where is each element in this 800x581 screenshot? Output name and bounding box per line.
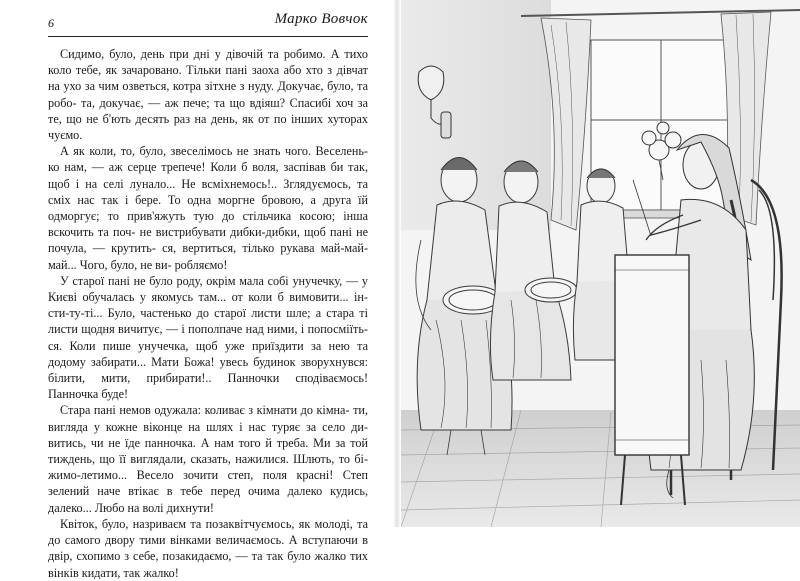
text-line: за чим озветься, котра зітхне з нуду. Докучає, було, та робо- — [48, 79, 368, 110]
illustration-sewing-girls — [401, 0, 800, 527]
text-line: ся. Коли пише унучечка, щоб уже приїздити за нею та додому — [48, 338, 368, 369]
text-line: робляємо! — [174, 257, 228, 272]
text-line: схопимо з себе, позакидаємо, — та так було жалко тих вінків — [48, 549, 369, 580]
paragraph — [48, 143, 368, 273]
page-number: 6 — [48, 16, 54, 30]
text-line: забирати... Мати Божа! увесь будинок зворухнувся: білити, — [48, 354, 368, 386]
left-page — [0, 0, 395, 580]
page-header — [48, 10, 368, 36]
running-title: Марко Вовчок — [274, 11, 368, 27]
text-line: У старої пані не було роду, окрім мала собі унучечку, — — [60, 273, 359, 288]
text-line: А як коли, то, було, звеселімось не знать чого. Веселень- — [60, 144, 368, 159]
book-gutter — [393, 0, 401, 527]
text-line: та, докучає, — аж пече; та що вдіяш? Спасибі хоч за те, що — [48, 95, 368, 126]
text-line: то прив'яжуть тую до стільчика косою; інша вскочить та поч- — [48, 209, 368, 240]
text-line: мити, прибирати!.. Панночки сподіваємось! Панночка буде! — [48, 371, 368, 402]
text-line: тиждень, що її виглядали, сказать, нажилися. Шлють, то бі- — [48, 452, 368, 467]
text-line: листи щодня вичитує, — і пополпаче над ними, і попосміїть- — [48, 322, 368, 337]
text-line: самого двору тими вінками величаємось. А вступаючи в двір, — [48, 533, 369, 564]
text-line: не б'ють десять раз на день, як от по інших хуторах чуємо. — [48, 111, 369, 143]
paragraph — [48, 273, 368, 403]
text-line: витись, чи не їде панночка. А нам того й треба. Ми за той — [48, 435, 368, 450]
paragraph — [48, 402, 368, 515]
text-line: наче втікає в тебе перед очима далеко кудись, далеко... Любо — [48, 484, 368, 515]
text-line: ко нам, — аж серце трепече! Коли б воля, заспівав би так, — [48, 160, 368, 175]
text-line: Стара пані немов одужала: коливає з кімнати до кімна- — [60, 403, 350, 418]
text-line: не вистрибувати дибки-дибки, щоб пані не почула, — крутить- — [48, 225, 368, 256]
text-line: ся, вертиться, тілько рукава май-май-май... Чого, було, не ви- — [48, 241, 369, 272]
text-line: на волі дихнути! — [127, 500, 214, 515]
body-text — [48, 46, 368, 581]
text-line: Сидимо, було, день при дні у дівочій та робимо. А тихо коло — [48, 47, 368, 78]
paragraph — [48, 46, 368, 143]
paragraph — [48, 516, 368, 581]
text-line: жимо-летимо... Весело зочити степ, поля красні! Степ зелений — [48, 468, 368, 499]
text-line: ти, вигляда у кожне віконце на шлях і нас туряє за село ди- — [48, 403, 368, 434]
text-line: кидати, так жалко! — [81, 565, 179, 580]
text-line: у Києві обучалась у якомусь там... от коли б вимовити... ін- — [48, 273, 369, 305]
header-rule — [48, 36, 368, 37]
text-line: нас так і бере. То одна моргне бровою, а друга їй одморгує; — [48, 192, 369, 224]
text-line: щоб і на селі лунало... Не всміхнемось!.. Зглядуємось, та сміх — [48, 176, 368, 207]
text-line: тебе, як зачаровано. Тільки пані заоха або хто з дівчат на ухо — [48, 63, 369, 94]
text-line: сти-ту-ті... Було, частенько до старої листи шле; а стара ті — [48, 306, 368, 321]
right-page — [401, 0, 800, 527]
text-line: Квіток, було, назриваєм та позаквітчуємось, як молоді, та до — [48, 516, 368, 548]
